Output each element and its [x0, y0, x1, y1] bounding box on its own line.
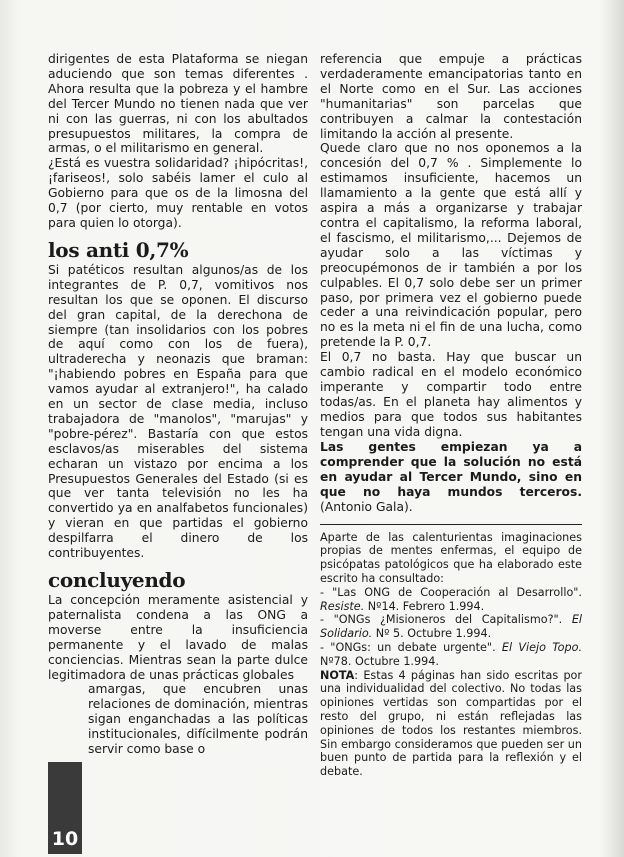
paragraph: referencia que empuje a prácticas verdaderamente emancipatorias tanto en el Norte como en el Sur. Las acciones "humanitarias" son parcelas que contribuyen a calmar la contestación limitando la acción al presente. — [320, 52, 582, 141]
section-heading-anti: los anti 0,7% — [48, 237, 189, 262]
paragraph: Si patéticos resultan algunos/as de los integrantes de P. 0,7, vomitivos nos resultan los que se oponen. El discurso del gran capital, de la derechona de siempre (tan insolidarios con los pobres de aquí como con los de fuera), ultraderecha y neonazis que braman: "¡habiendo pobres en España para que vamos ayudar al extranjero!", ha calado en un sector de clase media, incluso trabajadora de "manolos", "marujas" y "pobre-pérez". Bastaría con que estos esclavos/as miserables del sistema echaran un vistazo por encima a los Presupuestos Generales del Estado (si es que ver tanta televisión no les ha convertido ya en analfabetos funcionales) y vieran en que partidas el gobierno despilfarra el dinero de los contribuyentes. — [48, 262, 308, 561]
paragraph: La concepción meramente asistencial y paternalista condena a las ONG a moverse entre la insuficiencia permanente y el lavado de malas conciencias. Mientras sean la parte dulce legitimadora de unas prácticas globales — [48, 593, 308, 682]
pull-quote — [320, 440, 582, 515]
paragraph: Quede claro que no nos oponemos a la concesión del 0,7 % . Simplemente lo estimamos insuficiente, hacemos un llamamiento a la gente que está allí y aspira a más a organizarse y trabajar contra el capitalismo, la reforma laboral, el fascismo, el militarismo,... Dejemos de ayudar solo a las víctimas y preocupémonos de ir también a por los culpables. El 0,7 solo debe ser un primer paso, por primera vez el gobierno puede ceder a una reivindicación popular, pero no es la meta ni el fin de una lucha, como pretende la P. 0,7. — [320, 141, 582, 350]
reference-title: - "ONGs ¿Misioneros del Capitalismo?". — [320, 613, 563, 627]
paragraph: dirigentes de esta Plataforma se niegan aduciendo que son temas diferentes . Ahora resulta que la pobreza y el hambre del Tercer Mundo no tienen nada que ver ni con las guerras, ni con los abultados presupuestos militares, la compra de armas, o el militarismo en general. — [48, 52, 308, 156]
reference-details: Nº78. Octubre 1.994. — [320, 654, 439, 668]
reference-details: Nº14. Febrero 1.994. — [364, 599, 485, 613]
nota — [320, 669, 582, 779]
note-intro: Aparte de las calenturientas imaginaciones propias de mentes enfermas, el equipo de psicópatas patológicos que ha elaborado este escrito ha consultado: — [320, 530, 582, 585]
divider — [320, 524, 582, 525]
sources-note — [320, 531, 582, 779]
reference-item — [320, 613, 582, 641]
right-column — [320, 52, 582, 779]
reference-source: Resiste. — [320, 599, 365, 613]
paragraph-continued: amargas, que encubren unas relaciones de dominación, mientras sigan enganchadas a las políticas institucionales, difícilmente podrán servir como base o — [88, 682, 308, 757]
page-number-box — [48, 762, 82, 854]
nota-label: NOTA — [320, 668, 355, 682]
reference-title: - "ONGs: un debate urgente". — [320, 640, 496, 654]
reference-title: - "Las ONG de Cooperación al Desarrollo". — [320, 585, 582, 599]
reference-source: El Viejo Topo. — [501, 640, 583, 654]
reference-item — [320, 641, 582, 669]
paragraph: ¿Está es vuestra solidaridad? ¡hipócritas!,¡fariseos!, solo sabéis lamer el culo al Gobierno para que os de la limosna del 0,7 (por cierto, muy rentable en votos para quien lo otorga). — [48, 156, 308, 230]
nota-text: : Estas 4 páginas han sido escritas por una individualidad del colectivo. No todas las opiniones vertidas son compartidas por el resto del grupo, ni están reflejadas las opiniones de todos los restantes miembros. Sin embargo consideramos que pueden ser un buen punto de partida para la reflexión y el debate. — [320, 668, 582, 779]
section-heading-concluyendo: concluyendo — [48, 568, 186, 592]
quote-text: Las gentes empiezan ya a comprender que la solución no está en ayudar al Tercer Mundo, sino en que no haya mundos terceros. — [320, 439, 582, 499]
page-number: 10 — [51, 828, 79, 850]
reference-item — [320, 586, 582, 614]
reference-source: El Solidario. — [320, 613, 583, 641]
left-column — [48, 52, 308, 757]
paragraph: El 0,7 no basta. Hay que buscar un cambio radical en el modelo económico imperante y compartir todo entre todas/as. En el planeta hay alimentos y medios para que todos sus habitantes tengan una vida digna. — [320, 350, 582, 439]
reference-details: Nº 5. Octubre 1.994. — [372, 627, 492, 641]
quote-author: (Antonio Gala). — [320, 499, 413, 514]
